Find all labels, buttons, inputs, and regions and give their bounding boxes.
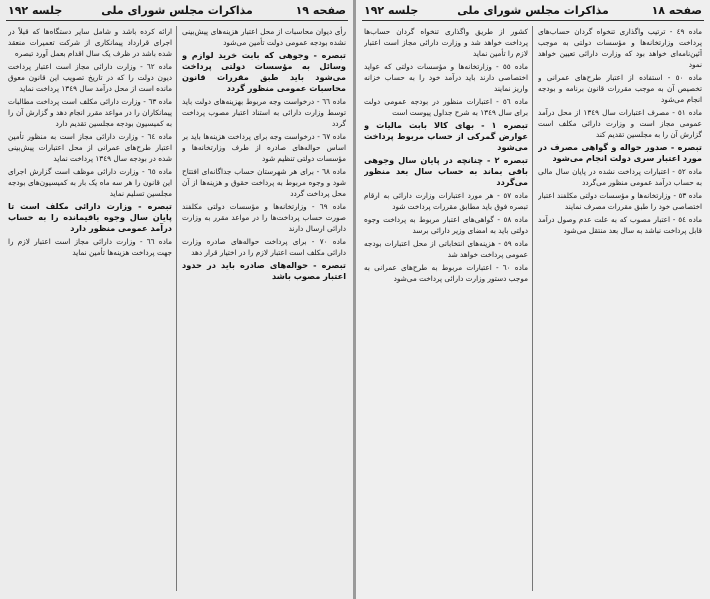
right-page-column-left bbox=[364, 26, 528, 593]
left-page-column-right bbox=[182, 26, 346, 593]
paragraph: ماده ٦٢ - وزارت دارائی مجاز است اعتبار پرداخت دیون دولت را که در تاریخ تصویب این قانون معوق مانده است از محل درآمد سال ١٣٤٩ پرداخت نماید bbox=[8, 62, 172, 93]
paragraph: ماده ٧٠ - برای پرداخت حواله‌های صادره وزارت دارائی مکلف است اعتبار لازم را در اختیار قرار دهد bbox=[182, 237, 346, 257]
paragraph: تبصره - حواله‌های صادره باید در حدود اعتبار مصوب باشد bbox=[182, 260, 346, 281]
left-page-session: جلسه ١٩٢ bbox=[8, 4, 63, 17]
paragraph: ماده ٦٥ - وزارت دارائی موظف است گزارش اجرای این قانون را هر سه ماه یک بار به کمیسیون‌های بودجه مجلسین تسلیم نماید bbox=[8, 167, 172, 198]
left-page-column-left bbox=[8, 26, 172, 593]
left-column-divider bbox=[176, 26, 177, 591]
paragraph: ماده ٥٩ - هزینه‌های انتخاباتی از محل اعتبارات بودجه عمومی پرداخت خواهد شد bbox=[364, 239, 528, 259]
right-page-column-right bbox=[538, 26, 702, 593]
paragraph: ماده ٦٨ - برای هر شهرستان حساب جداگانه‌ای افتتاح شود و وجوه مربوط به پرداخت حقوق و هزینه‌ها از آن محل پرداخت گردد bbox=[182, 167, 346, 198]
right-column-divider bbox=[532, 26, 533, 591]
paragraph: ماده ٦٩ - وزارتخانه‌ها و مؤسسات دولتی مکلفند صورت حساب پرداخت‌ها را در مواعد مقرر به وزارت دارائی ارسال دارند bbox=[182, 202, 346, 233]
paragraph: کشور از طریق واگذاری تنخواه گردان حساب‌ها پرداخت خواهد شد و وزارت دارائی مجاز است اعتبار لازم را تأمین نماید bbox=[364, 27, 528, 58]
paragraph: ماده ٦٦ - درخواست وجه مربوط بهزینه‌های دولت باید توسط وزارت دارائی به استناد اعتبار مصوب پرداخت گردد bbox=[182, 97, 346, 128]
left-header-rule bbox=[6, 20, 348, 21]
paragraph: ماده ٦٣ - وزارت دارائی مکلف است پرداخت مطالبات پیمانکاران را در مواعد مقرر انجام دهد و گزارش آن را به کمیسیون بودجه مجلسین تقدیم دارد bbox=[8, 97, 172, 128]
paragraph: ماده ٥٦ - اعتبارات منظور در بودجه عمومی دولت برای سال ١٣٤٩ به شرح جداول پیوست است bbox=[364, 97, 528, 117]
paragraph: تبصره ١ - بهای کالا بابت مالیات و عوارض گمرکی از حساب مربوط پرداخت می‌شود bbox=[364, 120, 528, 152]
left-page-number: صفحه ١٩ bbox=[295, 4, 346, 17]
paragraph: تبصره - وجوهی که بابت خرید لوازم و وسائل به مؤسسات دولتی پرداخت می‌شود باید طبق مقررات قانون محاسبات عمومی منظور گردد bbox=[182, 50, 346, 93]
paragraph: ماده ٦٠ - اعتبارات مربوط به طرح‌های عمرانی به موجب دستور وزارت دارائی پرداخت می‌شود bbox=[364, 263, 528, 283]
left-page bbox=[0, 0, 354, 599]
paragraph: ماده ٥٢ - اعتبارات پرداخت نشده در پایان سال مالی به حساب درآمد عمومی منظور می‌گردد bbox=[538, 167, 702, 187]
paragraph: ماده ٥١ - مصرف اعتبارات سال ١٣٤٩ از محل درآمد عمومی مجاز است و وزارت دارائی مکلف است گزارش آن را به مجلسین تقدیم کند bbox=[538, 108, 702, 139]
paragraph: تبصره ٢ - چنانچه در پایان سال وجوهی باقی بماند به حساب سال بعد منظور می‌گردد bbox=[364, 155, 528, 187]
paragraph: ماده ٥٠ - استفاده از اعتبار طرح‌های عمرانی و تخصیص آن به موجب مقررات قانون برنامه و بودجه انجام می‌شود bbox=[538, 73, 702, 104]
paragraph: ارائه کرده باشد و شامل سایر دستگاه‌ها که قبلاً در اجرای قرارداد پیمانکاری از شرکت تعمیرات منعقد شده باشد در ظرف یک سال اقدام بعمل آورد تبصره bbox=[8, 27, 172, 58]
paragraph: ماده ٦٧ - درخواست وجه برای پرداخت هزینه‌ها باید بر اساس حواله‌های صادره از طرف وزارتخانه‌ها و مؤسسات دولتی تنظیم شود bbox=[182, 132, 346, 163]
paragraph: تبصره - صدور حواله و گواهی مصرف در مورد اعتبار سری دولت انجام می‌شود bbox=[538, 142, 702, 163]
paragraph: ماده ٦٤ - وزارت دارائی مجاز است به منظور تأمین اعتبار طرح‌های عمرانی از محل اعتبارات پیش‌بینی شده در بودجه سال ١٣٤٩ پرداخت نماید bbox=[8, 132, 172, 163]
left-page-header bbox=[8, 4, 346, 18]
paragraph: ماده ٦٦ - وزارت دارائی مجاز است اعتبار لازم را جهت پرداخت هزینه‌ها تأمین نماید bbox=[8, 237, 172, 257]
right-page-header bbox=[364, 4, 702, 18]
right-header-rule bbox=[362, 20, 704, 21]
paragraph: رأی دیوان محاسبات از محل اعتبار هزینه‌های پیش‌بینی نشده بودجه عمومی دولت تأمین می‌شود bbox=[182, 27, 346, 47]
right-page-title: مذاکرات مجلس شورای ملی bbox=[457, 4, 609, 17]
paragraph: ماده ٥٥ - وزارتخانه‌ها و مؤسسات دولتی که عواید اختصاصی دارند باید درآمد خود را به حساب خزانه واریز نمایند bbox=[364, 62, 528, 93]
paragraph: ماده ٤٩ - ترتیب واگذاری تنخواه گردان حساب‌های پرداخت وزارتخانه‌ها و مؤسسات دولتی به موجب آئین‌نامه‌ای خواهد بود که وزارت دارائی تعیین خواهد نمود bbox=[538, 27, 702, 69]
left-page-title: مذاکرات مجلس شورای ملی bbox=[101, 4, 253, 17]
paragraph: ماده ٥٣ - وزارتخانه‌ها و مؤسسات دولتی مکلفند اعتبار اختصاصی خود را طبق مقررات مصرف نمایند bbox=[538, 191, 702, 211]
right-page-number: صفحه ١٨ bbox=[651, 4, 702, 17]
right-page-session: جلسه ١٩٢ bbox=[364, 4, 419, 17]
right-page bbox=[356, 0, 710, 599]
paragraph: ماده ٥٨ - گواهی‌های اعتبار مربوط به پرداخت وجوه دولتی باید به امضای وزیر دارائی برسد bbox=[364, 215, 528, 235]
paragraph: ماده ٥٤ - اعتبار مصوب که به علت عدم وصول درآمد قابل پرداخت نباشد به سال بعد منتقل می‌شود bbox=[538, 215, 702, 235]
paragraph: ماده ٥٧ - هر مورد اعتبارات وزارت دارائی به ارقام تبصره فوق باید مطابق مقررات پرداخت شود bbox=[364, 191, 528, 211]
paragraph: تبصره - وزارت دارائی مکلف است تا پایان سال وجوه باقیمانده را به حساب درآمد عمومی منظور دارد bbox=[8, 201, 172, 233]
